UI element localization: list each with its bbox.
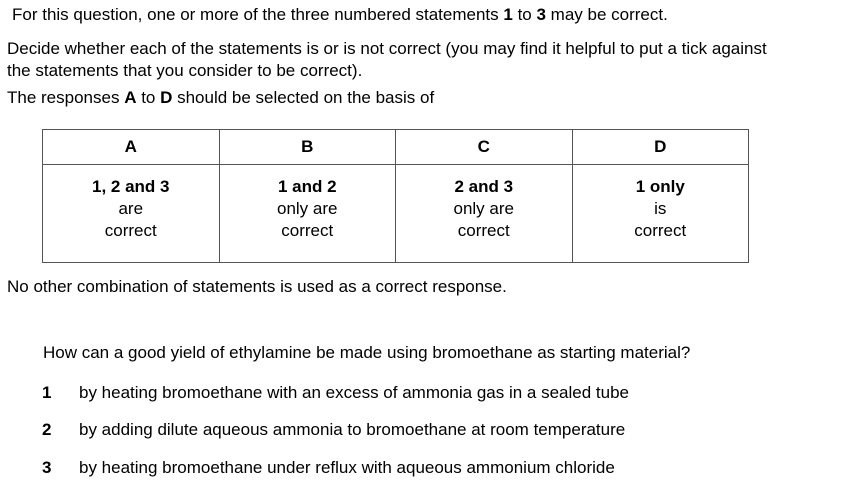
- key-cell-b: [219, 165, 396, 263]
- instruction-line-4: [7, 88, 434, 108]
- key-cell-line: only are: [453, 199, 514, 218]
- key-header-a: A: [43, 130, 220, 165]
- combination-note: No other combination of statements is used as a correct response.: [7, 277, 507, 296]
- instruction-text: to: [136, 88, 161, 107]
- response-letter: A: [124, 88, 137, 107]
- key-cell-line: 1 only: [635, 177, 685, 196]
- instruction-line-3: the statements that you consider to be correct).: [7, 61, 363, 80]
- key-body-row: [43, 165, 749, 263]
- key-cell-line: is: [654, 199, 667, 218]
- key-header-row: [43, 130, 749, 165]
- key-cell-line: correct: [104, 221, 157, 240]
- statement-text: by heating bromoethane under reflux with aqueous ammonium chloride: [79, 458, 615, 477]
- statement-number: 1: [42, 383, 52, 402]
- statement-number: 1: [503, 5, 513, 24]
- statement-number: 3: [536, 5, 546, 24]
- statement-3: [42, 458, 615, 478]
- key-cell-line: are: [118, 199, 144, 218]
- key-cell-line: correct: [281, 221, 334, 240]
- instruction-text: may be correct.: [545, 5, 668, 24]
- key-cell-c: [396, 165, 573, 263]
- instruction-line-1: [12, 5, 668, 25]
- key-cell-line: 2 and 3: [454, 177, 514, 196]
- question-text: How can a good yield of ethylamine be made using bromoethane as starting material?: [43, 343, 691, 362]
- statement-text: by heating bromoethane with an excess of ammonia gas in a sealed tube: [79, 383, 630, 402]
- statement-number: 3: [42, 458, 52, 477]
- instruction-text: to: [512, 5, 537, 24]
- instruction-text: should be selected on the basis of: [172, 88, 435, 107]
- key-header-d: D: [572, 130, 749, 165]
- instruction-text: For this question, one or more of the three numbered statements: [12, 5, 504, 24]
- key-cell-line: only are: [277, 199, 338, 218]
- statement-text: by adding dilute aqueous ammonia to bromoethane at room temperature: [79, 420, 626, 439]
- key-cell-a: [43, 165, 220, 263]
- key-cell-line: correct: [457, 221, 510, 240]
- key-header-b: B: [219, 130, 396, 165]
- statement-1: [42, 383, 629, 403]
- response-letter: D: [160, 88, 173, 107]
- key-cell-d: [572, 165, 749, 263]
- statement-2: [42, 420, 625, 440]
- key-cell-line: correct: [634, 221, 687, 240]
- key-cell-line: 1, 2 and 3: [92, 177, 170, 196]
- statement-number: 2: [42, 420, 52, 439]
- instruction-text: The responses: [7, 88, 125, 107]
- key-header-c: C: [396, 130, 573, 165]
- response-key-table: [42, 129, 749, 263]
- key-cell-line: 1 and 2: [277, 177, 337, 196]
- instruction-line-2: Decide whether each of the statements is or is not correct (you may find it helpful to put a tick against: [7, 39, 767, 58]
